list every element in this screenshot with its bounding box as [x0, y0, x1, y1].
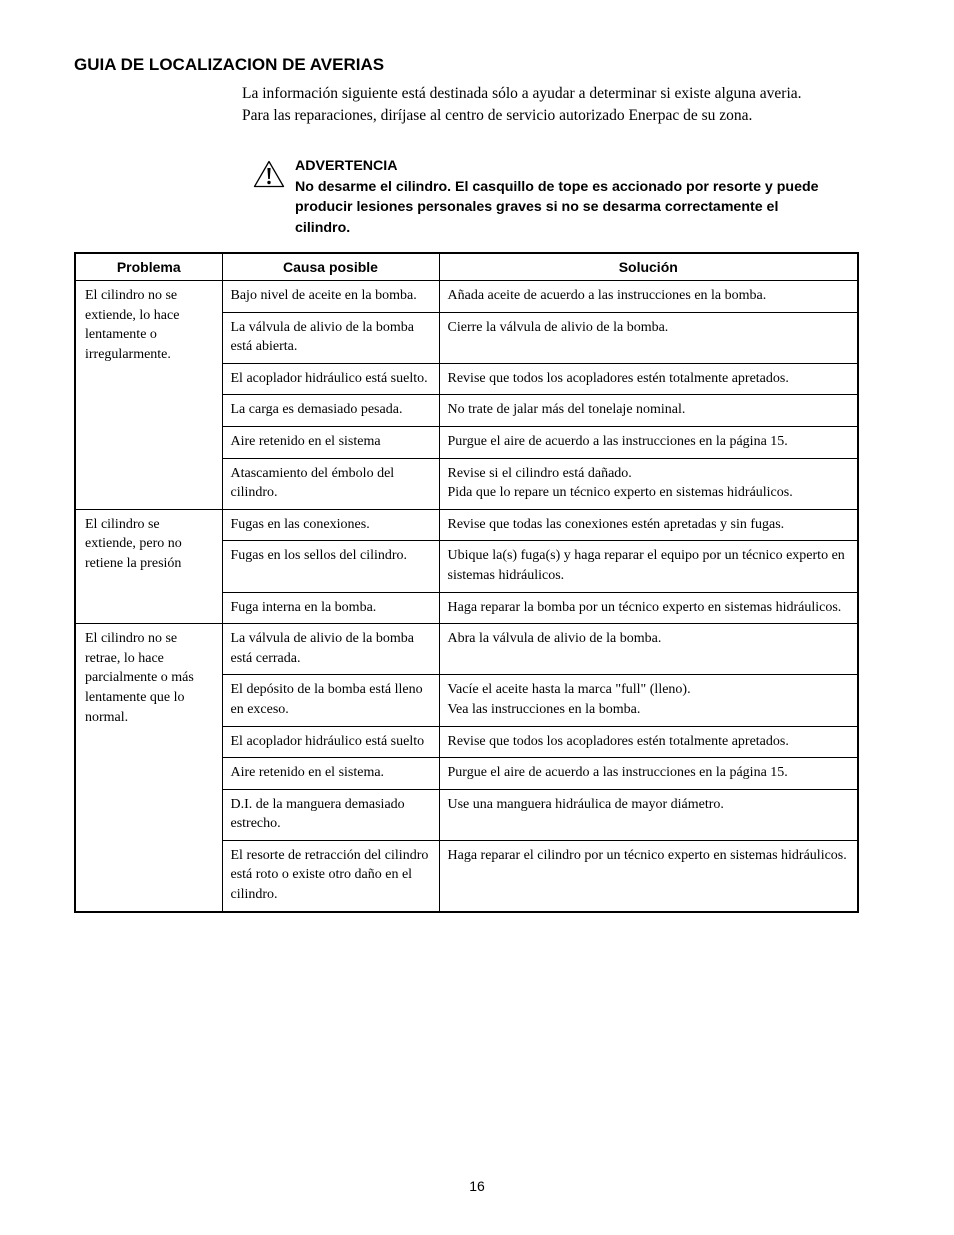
header-causa-posible: Causa posible: [222, 253, 439, 281]
table-header-row: [75, 253, 858, 281]
solution-cell: Haga reparar el cilindro por un técnico experto en sistemas hidráulicos.: [439, 840, 858, 911]
cause-cell: La válvula de alivio de la bomba está cerrada.: [222, 624, 439, 675]
cause-cell: Fugas en los sellos del cilindro.: [222, 541, 439, 592]
cause-cell: Bajo nivel de aceite en la bomba.: [222, 281, 439, 313]
cause-cell: El resorte de retracción del cilindro está roto o existe otro daño en el cilindro.: [222, 840, 439, 911]
cause-cell: La carga es demasiado pesada.: [222, 395, 439, 427]
warning-message: No desarme el cilindro. El casquillo de tope es accionado por resorte y puede producir lesiones personales graves si no se desarma correctamente el cilindro.: [295, 178, 819, 236]
table-row: [75, 281, 858, 313]
solution-cell: Ubique la(s) fuga(s) y haga reparar el equipo por un técnico experto en sistemas hidráulicos.: [439, 541, 858, 592]
cause-cell: El acoplador hidráulico está suelto: [222, 726, 439, 758]
solution-cell: Añada aceite de acuerdo a las instrucciones en la bomba.: [439, 281, 858, 313]
troubleshooting-table: [74, 252, 859, 913]
cause-cell: El acoplador hidráulico está suelto.: [222, 363, 439, 395]
intro-paragraph: La información siguiente está destinada sólo a ayudar a determinar si existe alguna averia. Para las reparaciones, diríjase al centro de servicio autorizado Enerpac de su zona.: [242, 85, 802, 124]
solution-cell: Revise que todas las conexiones estén apretadas y sin fugas.: [439, 509, 858, 541]
solution-cell: Use una manguera hidráulica de mayor diámetro.: [439, 789, 858, 840]
cause-cell: La válvula de alivio de la bomba está abierta.: [222, 312, 439, 363]
solution-cell: Cierre la válvula de alivio de la bomba.: [439, 312, 858, 363]
cause-cell: Aire retenido en el sistema.: [222, 758, 439, 790]
problem-cell: El cilindro se extiende, pero no retiene la presión: [75, 509, 222, 623]
header-problema: Problema: [75, 253, 222, 281]
page-number: 16: [469, 1178, 485, 1194]
cause-cell: Atascamiento del émbolo del cilindro.: [222, 458, 439, 509]
solution-cell: No trate de jalar más del tonelaje nominal.: [439, 395, 858, 427]
solution-cell: Purgue el aire de acuerdo a las instrucciones en la página 15.: [439, 426, 858, 458]
table-row: [75, 509, 858, 541]
cause-cell: Fuga interna en la bomba.: [222, 592, 439, 624]
solution-cell: Revise que todos los acopladores estén totalmente apretados.: [439, 363, 858, 395]
solution-cell: Haga reparar la bomba por un técnico experto en sistemas hidráulicos.: [439, 592, 858, 624]
solution-cell: Abra la válvula de alivio de la bomba.: [439, 624, 858, 675]
solution-cell: Revise que todos los acopladores estén totalmente apretados.: [439, 726, 858, 758]
problem-cell: El cilindro no se retrae, lo hace parcialmente o más lentamente que lo normal.: [75, 624, 222, 912]
problem-cell: El cilindro no se extiende, lo hace lentamente o irregularmente.: [75, 281, 222, 510]
solution-cell: Revise si el cilindro está dañado. Pida que lo repare un técnico experto en sistemas hidráulicos.: [439, 458, 858, 509]
page-title: GUIA DE LOCALIZACION DE AVERIAS: [74, 55, 385, 74]
solution-cell: Vacíe el aceite hasta la marca "full" (lleno). Vea las instrucciones en la bomba.: [439, 675, 858, 726]
cause-cell: Aire retenido en el sistema: [222, 426, 439, 458]
warning-block: [295, 156, 835, 238]
cause-cell: El depósito de la bomba está lleno en exceso.: [222, 675, 439, 726]
warning-triangle-icon: [253, 160, 285, 188]
warning-heading: ADVERTENCIA: [295, 158, 398, 174]
cause-cell: D.I. de la manguera demasiado estrecho.: [222, 789, 439, 840]
cause-cell: Fugas en las conexiones.: [222, 509, 439, 541]
solution-cell: Purgue el aire de acuerdo a las instrucciones en la página 15.: [439, 758, 858, 790]
table-row: [75, 624, 858, 675]
header-solucion: Solución: [439, 253, 858, 281]
